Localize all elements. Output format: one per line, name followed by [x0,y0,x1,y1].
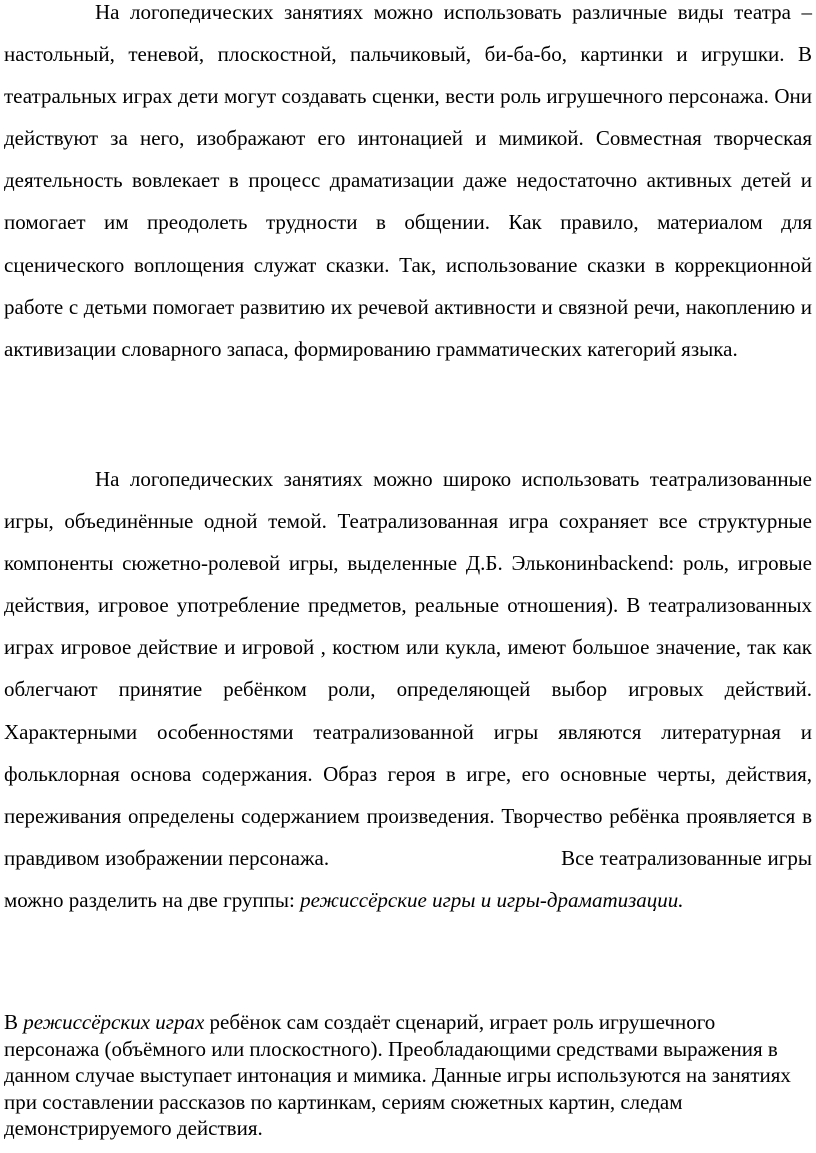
paragraph-theatrical-games [4,458,812,921]
groups-intro: Все театрализованные игры можно разделить на две группы: [4,845,812,912]
director-games-lead: В [4,1010,19,1034]
director-games-term: режиссёрских играх [23,1010,205,1034]
director-games-text: ребёнок сам создаёт сценарий, играет роль игрушечного персонажа (объёмного или плоскостного). Преобладающими средствами выражения в данном случае выступает интонация и мимика. Данные игры используются на занятиях при составлении рассказов по картинкам, сериям сюжетных картин, следам демонстрируемого действия. [4,1010,791,1140]
paragraph-theatrical-games-text: На логопедических занятиях можно широко использовать театрализованные игры, объединённые одной темой. Театрализованная игра сохраняет все структурные компоненты сюжетно-ролевой игры, выделенные Д.Б. Эльконинbackend: роль, игровые действия, игровое употребление предметов, реальные отношения). В театрализованных играх игровое действие и игровой , костюм или кукла, имеют большое значение, так как облегчают принятие ребёнком роли, определяющей выбор игровых действий. Характерными особенностями театрализованной игры являются литературная и фольклорная основа содержания. Образ героя в игре, его основные черты, действия, переживания определены содержанием произведения. Творчество ребёнка проявляется в правдивом изображении персонажа. [4,467,812,870]
groups-names: режиссёрские игры и игры-драматизации. [300,887,684,912]
paragraph-theatre-types: На логопедических занятиях можно использовать различные виды театра – настольный, теневой, плоскостной, пальчиковый, би-ба-бо, картинки и игрушки. В театральных играх дети могут создавать сценки, вести роль игрушечного персонажа. Они действуют за него, изображают его интонацией и мимикой. Совместная творческая деятельность вовлекает в процесс драматизации даже недостаточно активных детей и помогает им преодолеть трудности в общении. Как правило, материалом для сценического воплощения служат сказки. Так, использование сказки в коррекционной работе с детьми помогает развитию их речевой активности и связной речи, накоплению и активизации словарного запаса, формированию грамматических категорий языка. [4,0,812,361]
paragraph-director-games [4,1009,812,1142]
